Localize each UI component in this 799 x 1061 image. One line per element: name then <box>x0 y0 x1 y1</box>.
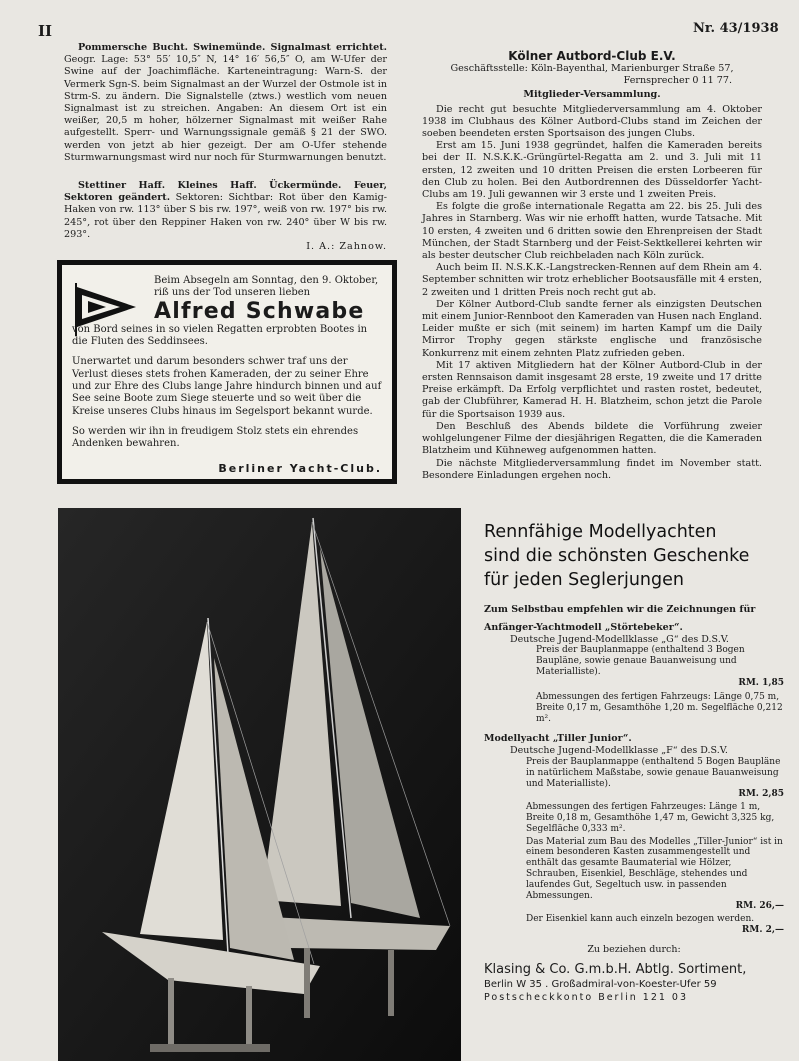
model2-keel: Der Eisenkiel kann auch einzeln bezogen werden. <box>526 914 755 925</box>
notice-1-body: Geogr. Lage: 53° 55′ 10,5″ N, 14° 16′ 56,5″ O, am W-Ufer der Swine auf der Joachimfläche. Karteneintragung: Warn-S. der Vermerk Sgn-S. beim Signalmast an der Wurzel der Ostmole ist in Strm-S. zu ändern. Die Signalstelle (ztws.) westlich vom neuen Signalmast ist zu streichen. Angaben: An diesem Ort ist ein weißer, 20,5 m hoher, hölzerner Signalmast mit weißer Rahe aufgestellt. Sperr- und Warnungssignale gemäß § 21 der SWO. werden von jetzt ab hier gezeigt. Der am O-Ufer stehende Sturmwarnungsmast wird nur noch für Sturmwarnungen benutzt. <box>64 54 387 163</box>
obituary-text-1: von Bord seines in so vielen Regatten erprobten Bootes in die Fluten des Seddinsees. <box>72 323 368 348</box>
obituary-signature: Berliner Yacht-Club. <box>218 461 382 475</box>
model1-dimensions: Abmessungen des fertigen Fahrzeugs: Länge 0,75 m, Breite 0,17 m, Gesamthöhe 1,20 m. Segelfläche 0,212 m². <box>536 692 783 725</box>
model-yacht-ad <box>484 520 784 1003</box>
model2-price-text: Preis der Bauplanmappe (enthaltend 5 Bogen Baupläne in natürlichem Maßstabe, sowie genaue Bauanweisung und Materialliste). <box>526 756 781 789</box>
model1-class: Deutsche Jugend-Modellklasse „G“ des D.S.V. <box>510 633 729 645</box>
notice-2-signature: I. A.: Zahnow. <box>306 241 387 253</box>
page-number: II <box>38 22 53 40</box>
supplier-address: Berlin W 35 . Großadmiral-von-Koester-Ufer 59 <box>484 978 717 990</box>
sailboat-illustration <box>58 508 461 1061</box>
meeting-title: Mitglieder-Versammlung. <box>523 89 661 101</box>
club-name: Kölner Autbord-Club E.V. <box>508 49 676 63</box>
ad-intro: Zum Selbstbau empfehlen wir die Zeichnungen für <box>484 604 756 615</box>
model2-dimensions: Abmessungen des fertigen Fahrzeuges: Länge 1 m, Breite 0,18 m, Gesamthöhe 1,47 m, Gewicht 3,325 kg, Segelfläche 0,333 m². <box>526 802 775 834</box>
model2-price: RM. 2,85 <box>738 789 784 800</box>
supplier-name: Klasing & Co. G.m.b.H. Abtlg. Sortiment, <box>484 961 747 977</box>
report-paragraph: Den Beschluß des Abends bildete die Vorführung zweier wohlgelungener Filme der diesjährigen Regatten, die die Kameraden Blatzheim und Kühneweg aufgenommen hatten. <box>422 420 762 457</box>
notice-1-title: Pommersche Bucht. Swinemünde. Signalmast errichtet. <box>78 42 387 53</box>
notice-2-body: Sektoren: Sichtbar: Rot über den Kamig-Haken von rw. 113° über S bis rw. 197°, weiß von rw. 197° bis rw. 245°, rot über den Reppiner Haken von rw. 240° über W bis rw. 293°. <box>64 192 388 240</box>
obituary-intro: Beim Absegeln am Sonntag, den 9. Oktober, riß uns der Tod unseren lieben <box>154 275 379 299</box>
supplier-intro: Zu beziehen durch: <box>587 943 681 955</box>
model2-keel-price: RM. 2,— <box>741 924 784 935</box>
supplier-postal-account: Postscheckkonto Berlin 121 03 <box>484 991 689 1003</box>
model2-kit: Das Material zum Bau des Modelles „Tiller-Junior“ ist in einem besonderen Kasten zusammengestellt und enthält das gesamte Baumaterial wie Hölzer, Schrauben, Eisenkiel, Beschläge, stehendes und laufendes Gut, Segeltuch usw. in passenden Abmessungen. <box>526 836 783 901</box>
club-phone: Fernsprecher 0 11 77. <box>623 75 732 87</box>
ad-headline-3: für jeden Seglerjungen <box>484 570 684 590</box>
model2-class: Deutsche Jugend-Modellklasse „F“ des D.S.V. <box>510 745 728 757</box>
report-paragraph: Erst am 15. Juni 1938 gegründet, halfen die Kameraden bereits bei der II. N.S.K.K.-Grüngürtel-Regatta am 2. und 3. Juli mit 11 ersten, 12 zweiten und 10 dritten Preisen die ersten Lorbeeren für den Club zu holen. Bei den Autbordrennen des Düsseldorfer Yacht-Clubs am 19. Juli gewannen wir 3 erste und 1 zweiten Preis. <box>422 140 762 201</box>
report-paragraph: Die nächste Mitgliederversammlung findet im November statt. Besondere Einladungen ergehen noch. <box>422 457 762 481</box>
notice-column <box>64 42 387 253</box>
report-paragraph: Es folgte die große internationale Regatta am 22. bis 25. Juli des Jahres in Starnberg. Was wir nie erhofft hatten, wurde Tatsache. Mit 10 ersten, 4 zweiten und 6 dritten sowie den Ehrenpreisen der Stadt München, der Stadt Starnberg und der Feist-Sektkellerei kehrten wir als bester deutscher Club reichbeladen nach Köln zurück. <box>422 201 762 262</box>
club-office: Geschäftsstelle: Köln-Bayenthal, Marienburger Straße 57, <box>450 63 734 74</box>
obituary-text-2: Unerwartet und darum besonders schwer traf uns der Verlust dieses stets frohen Kameraden, der zu seiner Ehre und zur Ehre des Clubs lange Jahre hindurch binnen und auf See seine Boote zum Siege steuerte und so weit über die Kreise unseres Clubs hinaus im Segelsport bekannt wurde. <box>72 356 382 417</box>
club-report-column <box>422 49 762 482</box>
model-yachts-photo <box>58 508 461 1061</box>
report-paragraph: Der Kölner Autbord-Club sandte ferner als einzigsten Deutschen mit einem Junior-Rennboot den Kameraden van Husen nach England. Leider mußte er sich (mit seinem) im harten Kampf um die Daily Mirror Trophy gegen stärkste englische und französische Konkurrenz mit einem zehnten Platz zufrieden geben. <box>422 298 762 359</box>
issue-number: Nr. 43/1938 <box>693 21 779 36</box>
obituary-name: Alfred Schwabe <box>154 298 365 324</box>
model1-price-text: Preis der Bauplanmappe (enthaltend 3 Bogen Baupläne, sowie genaue Bauanweisung und Materialliste). <box>536 645 745 678</box>
report-paragraph: Die recht gut besuchte Mitgliederversammlung am 4. Oktober 1938 im Clubhaus des Kölner Autbord-Clubs stand im Zeichen der soeben beendeten ersten Sportsaison des jungen Clubs. <box>422 103 762 140</box>
model2-kit-price: RM. 26,— <box>735 901 784 912</box>
report-paragraph: Auch beim II. N.S.K.K.-Langstrecken-Rennen auf dem Rhein am 4. September schnitten wir trotz erheblicher Bootsausfälle mit 4 ersten, 2 zweiten und 1 dritten Preis noch recht gut ab. <box>422 262 762 298</box>
obituary-box <box>57 260 397 484</box>
model1-price: RM. 1,85 <box>738 678 784 689</box>
model2-title: Modellyacht „Tiller Junior“. <box>484 733 632 745</box>
model1-title: Anfänger-Yachtmodell „Störtebeker“. <box>484 621 683 633</box>
notice-2-title: Stettiner Haff. Kleines Haff. Ückermünde. Feuer, Sektoren geändert. <box>64 180 387 204</box>
ad-headline-1: Rennfähige Modellyachten <box>484 522 717 542</box>
obituary-text-3: So werden wir ihn in freudigem Stolz stets ein ehrendes Andenken bewahren. <box>72 425 359 450</box>
ad-headline-2: sind die schönsten Geschenke <box>484 546 750 566</box>
report-paragraph: Mit 17 aktiven Mitgliedern hat der Kölner Autbord-Club in der ersten Rennsaison damit insgesamt 28 erste, 19 zweite und 17 dritte Preise erkämpft. Da Erfolg verpflichtet und rasten rostet, bedeutet, gab der Clubführer, Kamerad H. H. Blatzheim, schon jetzt die Parole für die Sportsaison 1939 aus. <box>422 359 762 420</box>
